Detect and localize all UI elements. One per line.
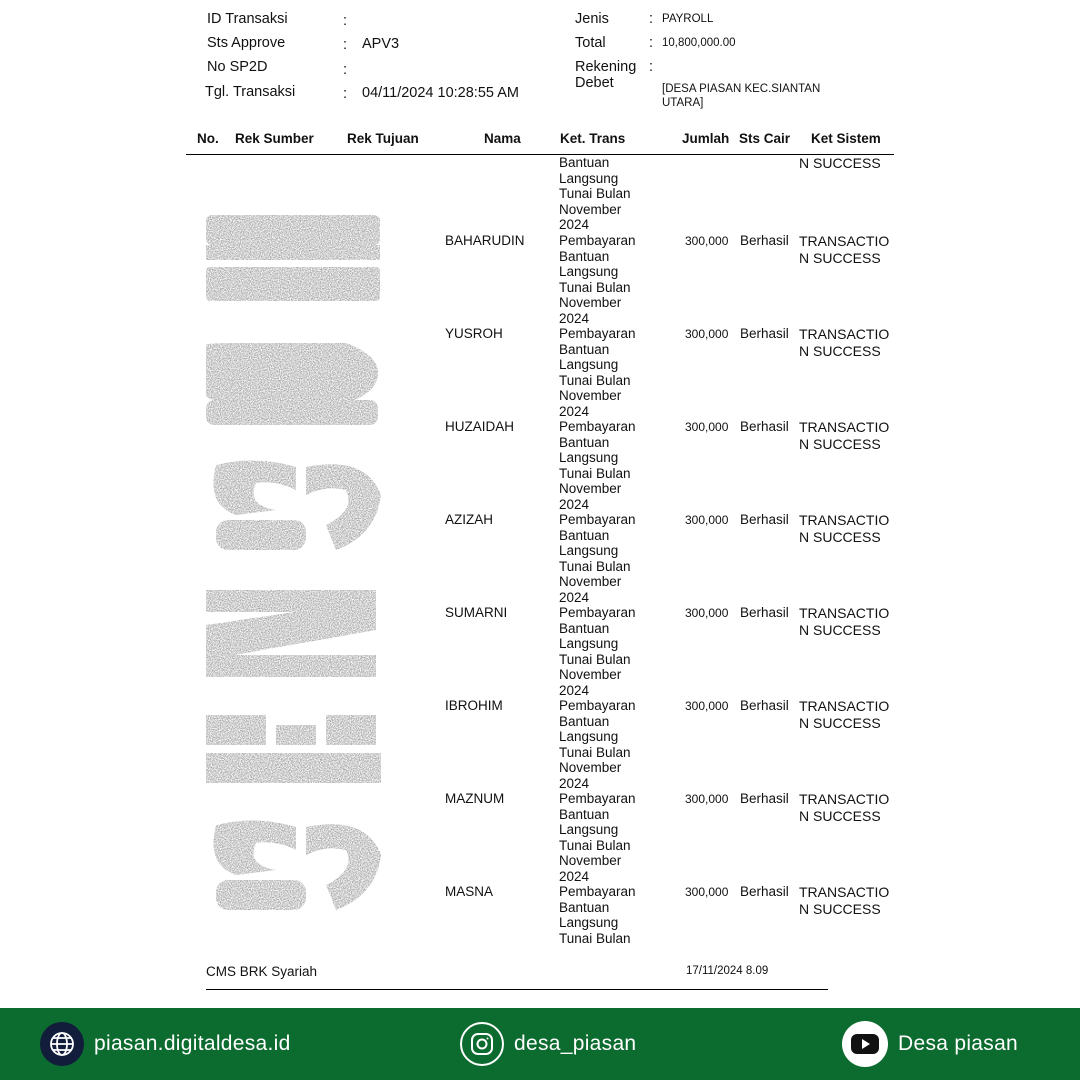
ket-trans-line: Bantuan (559, 713, 610, 729)
nama-cell: MASNA (445, 884, 494, 899)
nama-cell: HUZAIDAH (445, 419, 515, 434)
ket-sistem-cell: TRANSACTION SUCCESS (799, 326, 890, 359)
ket-trans-line: Bantuan (559, 434, 610, 450)
sts-cair-cell: Berhasil (740, 326, 789, 341)
ket-trans-line: Bantuan (559, 806, 610, 822)
website-link[interactable] (40, 1008, 291, 1080)
website-text: piasan.digitaldesa.id (94, 1032, 291, 1055)
jumlah-cell: 300,000 (685, 513, 729, 527)
ket-trans-line: Langsung (559, 264, 619, 279)
col-ket-trans: Ket. Trans (560, 131, 626, 146)
jumlah-cell: 300,000 (685, 885, 729, 899)
ket-trans-line: Tunai Bulan (559, 279, 631, 295)
ket-trans-line: Pembayaran (559, 419, 636, 434)
jumlah-cell: 300,000 (685, 699, 729, 713)
rekening-label: Rekening (575, 59, 637, 75)
ket-sistem-cell: TRANSACTION SUCCESS (799, 512, 890, 545)
page-footer-left: CMS BRK Syariah (206, 964, 318, 979)
censor-watermark (196, 205, 391, 920)
nama-cell: YUSROH (445, 326, 503, 341)
ket-sistem-cell: TRANSACTION SUCCESS (799, 884, 890, 917)
social-banner (0, 1008, 1080, 1080)
jenis-colon: : (649, 11, 654, 27)
sts-cair-cell: Berhasil (740, 884, 789, 899)
instagram-text: desa_piasan (514, 1032, 637, 1055)
jumlah-cell: 300,000 (685, 420, 729, 434)
jenis-label: Jenis (575, 11, 609, 27)
ket-trans-line: 2024 (559, 682, 590, 698)
ket-trans-line: November (559, 388, 622, 403)
col-jumlah: Jumlah (682, 131, 730, 146)
ket-trans-line: November (559, 574, 622, 589)
id-transaksi-label: ID Transaksi (207, 11, 288, 27)
col-rek-tujuan: Rek Tujuan (347, 131, 419, 146)
sts-cair-cell: Berhasil (740, 698, 789, 713)
ket-trans-line: 2024 (559, 403, 590, 419)
no-sp2d-colon: : (343, 62, 348, 78)
ket-sistem-cell: TRANSACTION SUCCESS (799, 233, 890, 266)
ket-trans-line: 2024 (559, 496, 590, 512)
ket-trans-line: November (559, 295, 622, 310)
ket-trans-line: Tunai Bulan (559, 651, 631, 667)
col-sts-cair: Sts Cair (739, 131, 791, 146)
ket-trans-line: Pembayaran (559, 326, 636, 341)
ket-trans-line: Tunai Bulan (559, 744, 631, 760)
ket-sistem-cell: TRANSACTION SUCCESS (799, 419, 890, 452)
youtube-icon (842, 1021, 888, 1067)
page-footer-rule (206, 989, 828, 990)
sts-cair-cell: Berhasil (740, 791, 789, 806)
ket-sistem-cell: TRANSACTION SUCCESS (799, 791, 890, 824)
nama-cell: SUMARNI (445, 605, 508, 620)
watermark-graphic (196, 205, 391, 920)
sts-cair-cell: Berhasil (740, 605, 789, 620)
ket-trans-line: Langsung (559, 729, 619, 744)
ket-trans-line: November (559, 201, 622, 217)
ket-trans-line: November (559, 853, 622, 868)
jumlah-cell: 300,000 (685, 327, 729, 341)
jumlah-cell: 300,000 (685, 792, 729, 806)
ket-trans-line: Langsung (559, 543, 619, 558)
youtube-text: Desa piasan (898, 1032, 1019, 1055)
ket-trans-line: Pembayaran (559, 605, 636, 620)
col-rek-sumber: Rek Sumber (235, 131, 314, 146)
ket-trans-line: Langsung (559, 170, 619, 186)
total-label: Total (575, 35, 606, 51)
ket-trans-line: November (559, 481, 622, 496)
table-header-rule (186, 154, 894, 155)
ket-trans-line: Bantuan (559, 155, 610, 170)
ket-sistem-cell: TRANSACTION SUCCESS (799, 698, 890, 731)
ket-trans-line: Tunai Bulan (559, 465, 631, 481)
debet-label: Debet (575, 75, 614, 91)
ket-trans-line: Pembayaran (559, 698, 636, 713)
ket-trans-line: 2024 (559, 217, 590, 232)
sts-approve-value: APV3 (362, 36, 400, 52)
tgl-transaksi-value: 04/11/2024 10:28:55 AM (362, 85, 519, 101)
col-no: No. (197, 131, 219, 146)
ket-trans-line: Langsung (559, 357, 619, 372)
sts-cair-cell: Berhasil (740, 233, 789, 248)
jumlah-cell: 300,000 (685, 606, 729, 620)
ket-trans-line: Tunai Bulan (559, 837, 631, 853)
ket-trans-line: Langsung (559, 636, 619, 651)
sts-approve-label: Sts Approve (207, 35, 286, 51)
ket-trans-line: 2024 (559, 868, 590, 884)
ket-trans-line: Pembayaran (559, 512, 636, 527)
rekening-colon: : (649, 59, 654, 75)
nama-cell: MAZNUM (445, 791, 505, 806)
ket-trans-line: Bantuan (559, 527, 610, 543)
nama-cell: IBROHIM (445, 698, 503, 713)
sts-cair-cell: Berhasil (740, 419, 789, 434)
ket-trans-line: Pembayaran (559, 233, 636, 248)
ket-sistem-cell: TRANSACTION SUCCESS (799, 605, 890, 638)
ket-trans-line: Pembayaran (559, 791, 636, 806)
no-sp2d-label: No SP2D (207, 59, 268, 75)
col-nama: Nama (484, 131, 521, 146)
ket-trans-line: 2024 (559, 310, 590, 326)
ket-trans-line: Tunai Bulan (559, 372, 631, 388)
tgl-transaksi-label: Tgl. Transaksi (205, 84, 296, 100)
tgl-transaksi-colon: : (343, 86, 348, 102)
ket-trans-line: 2024 (559, 775, 590, 791)
col-ket-sistem: Ket Sistem (811, 131, 881, 146)
globe-icon (40, 1022, 84, 1066)
page-footer-right: 17/11/2024 8.09 (686, 965, 769, 977)
ket-sistem-cell: N SUCCESS (799, 155, 881, 171)
jumlah-cell: 300,000 (685, 234, 729, 248)
nama-cell: AZIZAH (445, 512, 494, 527)
jenis-value: PAYROLL (662, 13, 714, 25)
nama-cell: BAHARUDIN (445, 233, 525, 248)
ket-trans-line: Tunai Bulan (559, 558, 631, 574)
ket-trans-line: 2024 (559, 589, 590, 605)
rekening-value-line2: UTARA] (662, 97, 704, 109)
sts-cair-cell: Berhasil (740, 512, 789, 527)
ket-trans-line: November (559, 667, 622, 682)
rekening-value-line1: [DESA PIASAN KEC.SIANTAN (662, 83, 821, 95)
total-value: 10,800,000.00 (662, 37, 736, 49)
ket-trans-line: Bantuan (559, 899, 610, 915)
instagram-icon (460, 1022, 504, 1066)
ket-trans-line: November (559, 760, 622, 775)
ket-trans-line: Bantuan (559, 341, 610, 357)
id-transaksi-colon: : (343, 13, 348, 29)
total-colon: : (649, 35, 654, 51)
ket-trans-line: Langsung (559, 450, 619, 465)
youtube-link[interactable] (842, 1008, 1018, 1080)
instagram-link[interactable] (460, 1008, 636, 1080)
ket-trans-line: Bantuan (559, 248, 610, 264)
ket-trans-line: Bantuan (559, 620, 610, 636)
ket-trans-line: Tunai Bulan (559, 186, 631, 201)
ket-trans-line: Langsung (559, 915, 619, 930)
ket-trans-line: Langsung (559, 822, 619, 837)
ket-trans-line: Tunai Bulan (559, 930, 631, 946)
sts-approve-colon: : (343, 37, 348, 53)
ket-trans-line: Pembayaran (559, 884, 636, 899)
